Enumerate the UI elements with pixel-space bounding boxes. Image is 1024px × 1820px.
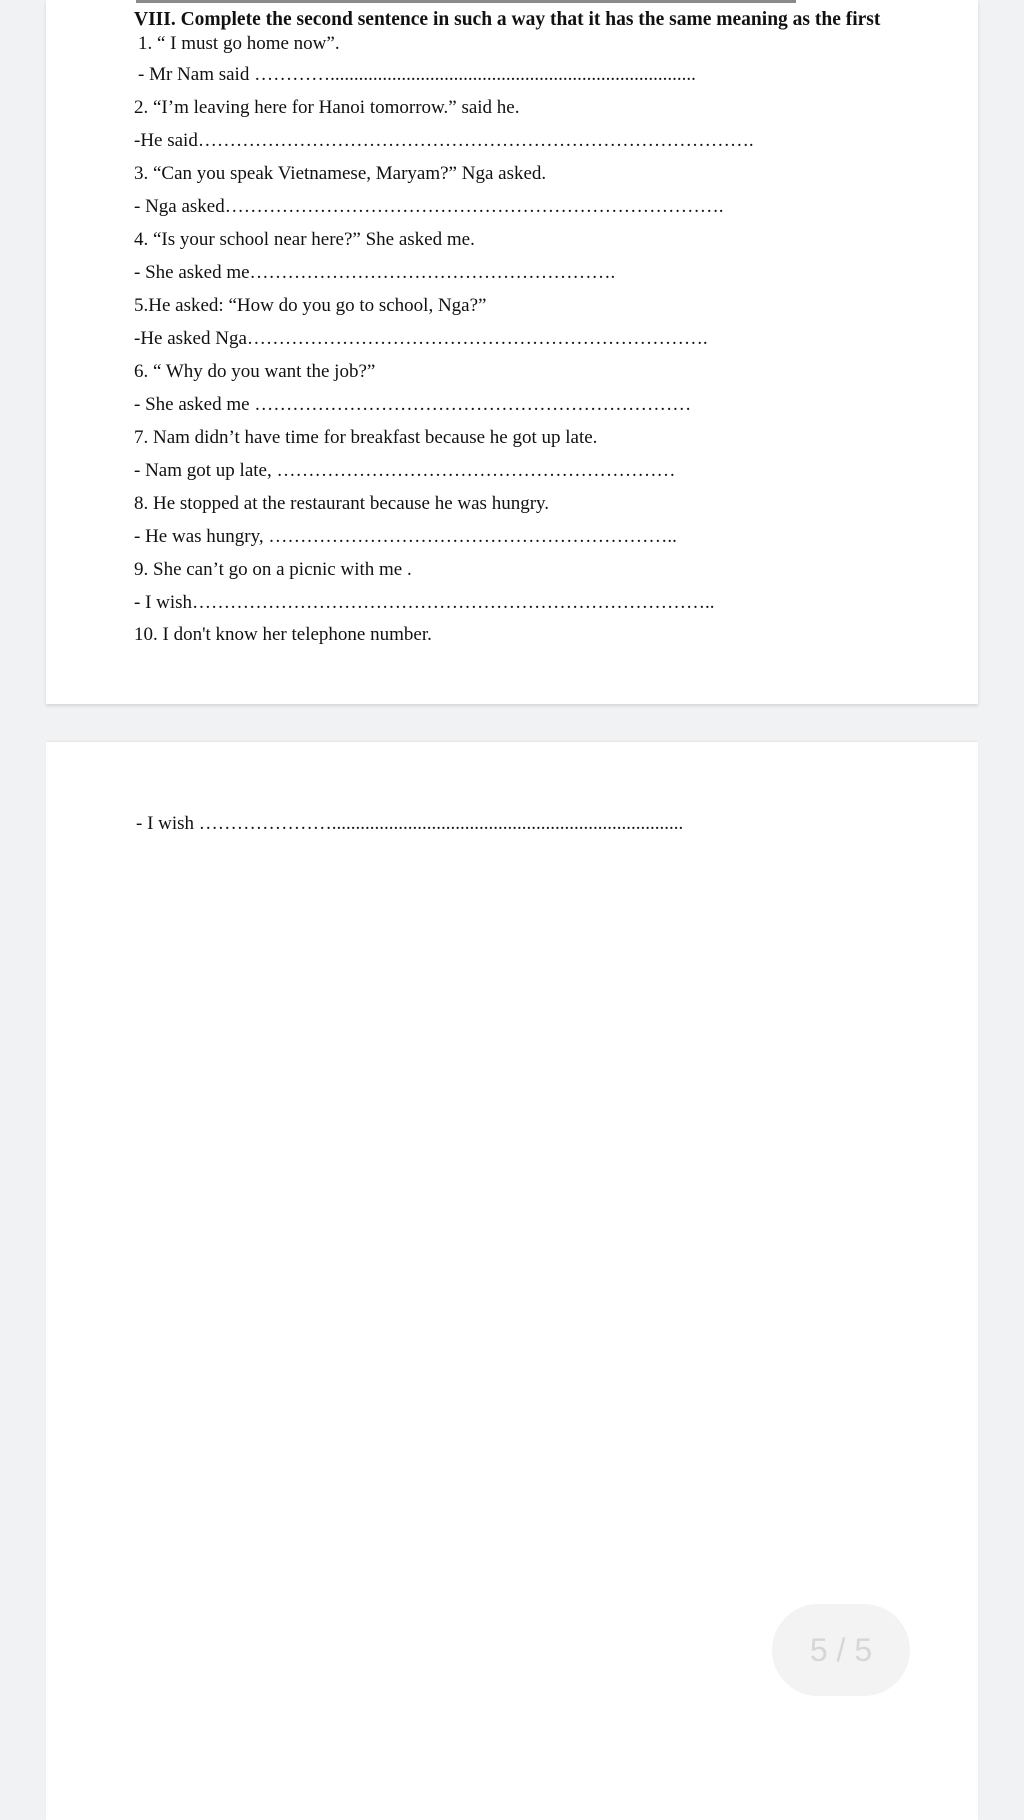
answer-line-9: - I wish………………………………………………………………………..: [134, 592, 715, 613]
question-4: 4. “Is your school near here?” She asked me.: [134, 229, 475, 250]
answer-line-4: - She asked me………………………………………………….: [134, 262, 616, 283]
answer-line-6: - She asked me ……………………………………………………………: [134, 394, 692, 415]
question-8: 8. He stopped at the restaurant because he was hungry.: [134, 493, 550, 514]
question-2: 2. “I’m leaving here for Hanoi tomorrow.” said he.: [134, 97, 520, 118]
answer-line-3: - Nga asked…………………………………………………………………….: [134, 196, 724, 217]
answer-line-1: - Mr Nam said ………….............................................................................: [138, 64, 696, 85]
question-3: 3. “Can you speak Vietnamese, Maryam?” Nga asked.: [134, 163, 547, 184]
page-indicator: 5 / 5: [772, 1604, 910, 1696]
question-7: 7. Nam didn’t have time for breakfast because he got up late.: [134, 427, 598, 448]
answer-line-2: -He said…………………………………………………………………………….: [134, 130, 754, 151]
question-10: 10. I don't know her telephone number.: [134, 624, 432, 645]
question-1: 1. “ I must go home now”.: [138, 33, 340, 54]
question-5: 5.He asked: “How do you go to school, Nga?”: [134, 295, 487, 316]
exercise-heading: VIII. Complete the second sentence in such a way that it has the same meaning as the first: [134, 9, 881, 30]
question-6: 6. “ Why do you want the job?”: [134, 361, 376, 382]
question-9: 9. She can’t go on a picnic with me .: [134, 559, 412, 580]
answer-line-5: -He asked Nga……………………………………………………………….: [134, 328, 708, 349]
document-page-1: [46, 0, 978, 704]
answer-line-7: - Nam got up late, ………………………………………………………: [134, 460, 676, 481]
answer-line-8: - He was hungry, ………………………………………………………..: [134, 526, 677, 547]
answer-line-10: - I wish …………………..........................................................................: [136, 813, 684, 834]
